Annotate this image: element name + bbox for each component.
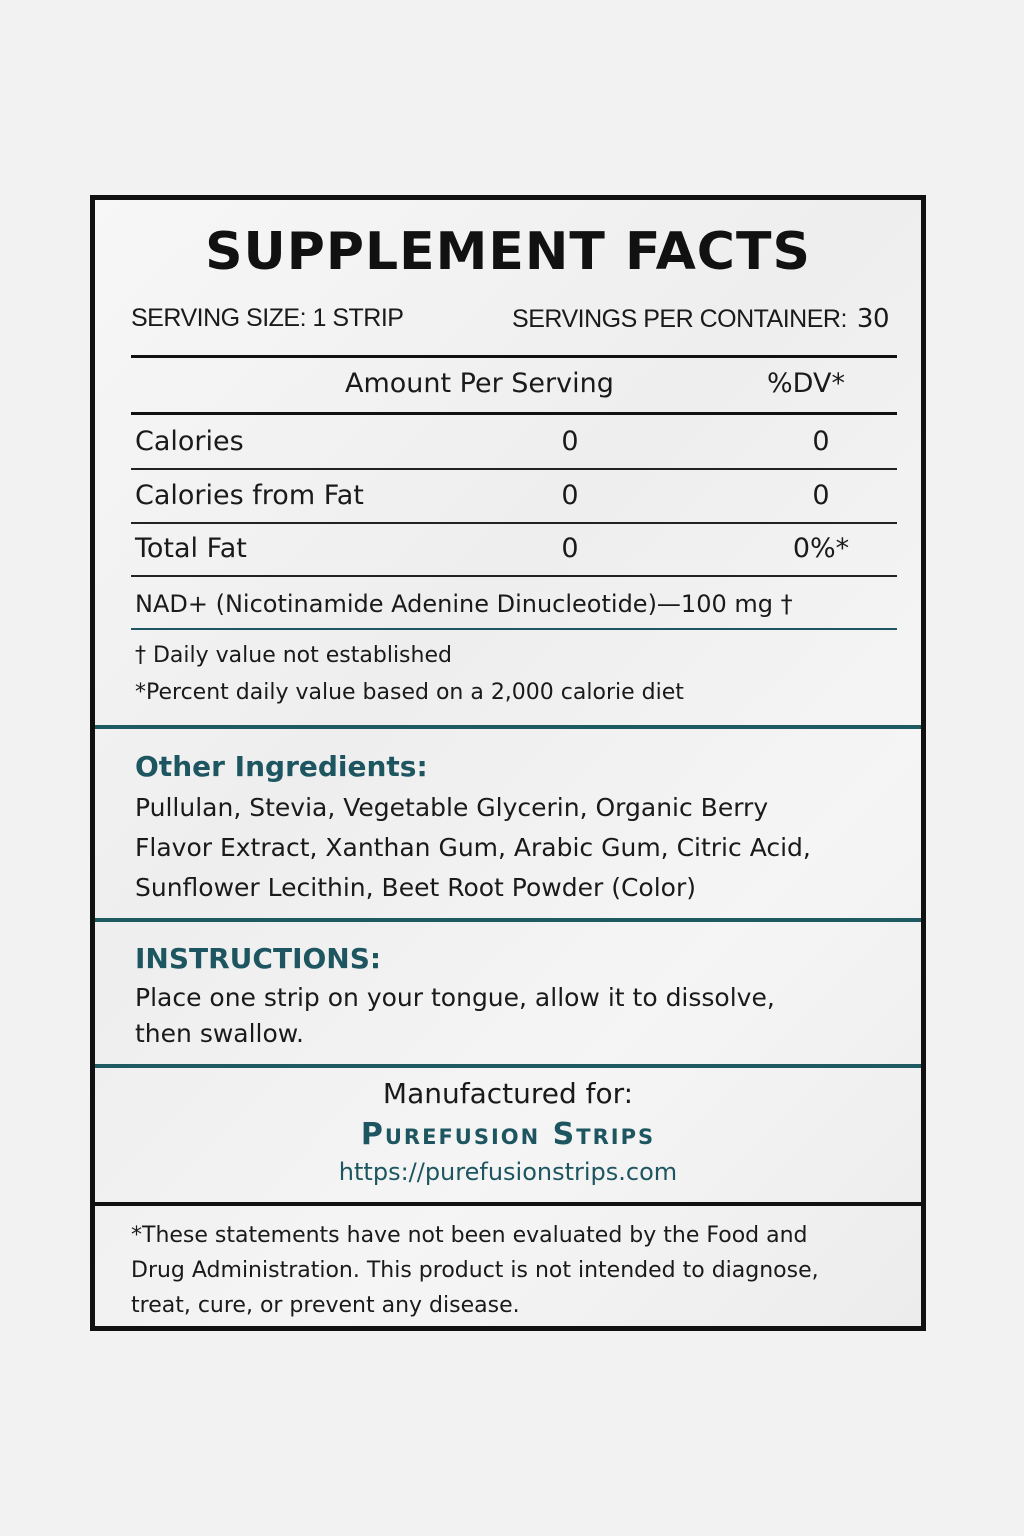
row-amount-calories: 0 bbox=[561, 426, 579, 457]
disclaimer-line: Drug Administration. This product is not intended to diagnose, bbox=[131, 1258, 819, 1283]
row-name-calories: Calories bbox=[135, 426, 244, 457]
instructions-heading: INSTRUCTIONS: bbox=[135, 942, 382, 975]
row-name-calories-from-fat: Calories from Fat bbox=[135, 480, 364, 511]
footnote-percent: *Percent daily value based on a 2,000 calorie diet bbox=[135, 680, 684, 705]
divider bbox=[131, 412, 897, 415]
brand-name: Purefusion Strips bbox=[360, 1117, 656, 1152]
header-amount-per-serving: Amount Per Serving bbox=[345, 368, 614, 399]
row-dv-calories-from-fat: 0 bbox=[812, 480, 830, 511]
row-amount-total-fat: 0 bbox=[561, 533, 579, 564]
nad-ingredient-line: NAD+ (Nicotinamide Adenine Dinucleotide)—100 mg † bbox=[135, 590, 793, 618]
manufactured-for-label: Manufactured for: bbox=[382, 1077, 634, 1110]
other-ingredients-line: Sunflower Lecithin, Beet Root Powder (Color) bbox=[135, 873, 696, 902]
row-amount-calories-from-fat: 0 bbox=[561, 480, 579, 511]
instructions-line: then swallow. bbox=[135, 1019, 304, 1048]
row-divider bbox=[131, 575, 897, 577]
row-name-total-fat: Total Fat bbox=[135, 533, 247, 564]
section-divider bbox=[95, 1064, 921, 1068]
page-title: SUPPLEMENT FACTS bbox=[205, 222, 811, 282]
instructions-line: Place one strip on your tongue, allow it to dissolve, bbox=[135, 983, 775, 1012]
footnote-dagger: † Daily value not established bbox=[135, 643, 452, 668]
servings-per-container bbox=[512, 304, 889, 334]
supplement-facts-label bbox=[90, 195, 926, 1331]
servings-per-container-label: SERVINGS PER CONTAINER: bbox=[512, 305, 847, 333]
disclaimer-line: treat, cure, or prevent any disease. bbox=[131, 1293, 520, 1318]
section-divider bbox=[95, 918, 921, 922]
teal-divider bbox=[131, 628, 897, 630]
row-dv-total-fat: 0%* bbox=[792, 533, 850, 564]
section-divider bbox=[95, 725, 921, 729]
servings-per-container-value: 30 bbox=[856, 304, 889, 334]
fda-disclaimer bbox=[131, 1218, 901, 1323]
disclaimer-line: *These statements have not been evaluated by the Food and bbox=[131, 1223, 808, 1248]
other-ingredients-line: Pullulan, Stevia, Vegetable Glycerin, Organic Berry bbox=[135, 793, 769, 822]
divider bbox=[131, 355, 897, 358]
brand-url[interactable]: https://purefusionstrips.com bbox=[338, 1158, 678, 1186]
row-divider bbox=[131, 468, 897, 470]
facts-panel bbox=[95, 200, 921, 725]
row-dv-calories: 0 bbox=[812, 426, 830, 457]
section-divider bbox=[95, 1202, 921, 1206]
other-ingredients-line: Flavor Extract, Xanthan Gum, Arabic Gum, Citric Acid, bbox=[135, 833, 811, 862]
header-daily-value: %DV* bbox=[767, 368, 845, 399]
row-divider bbox=[131, 522, 897, 524]
instructions-text bbox=[135, 980, 895, 1052]
serving-size: SERVING SIZE: 1 STRIP bbox=[131, 304, 404, 332]
other-ingredients-heading: Other Ingredients: bbox=[135, 750, 428, 783]
other-ingredients-text bbox=[135, 788, 895, 908]
